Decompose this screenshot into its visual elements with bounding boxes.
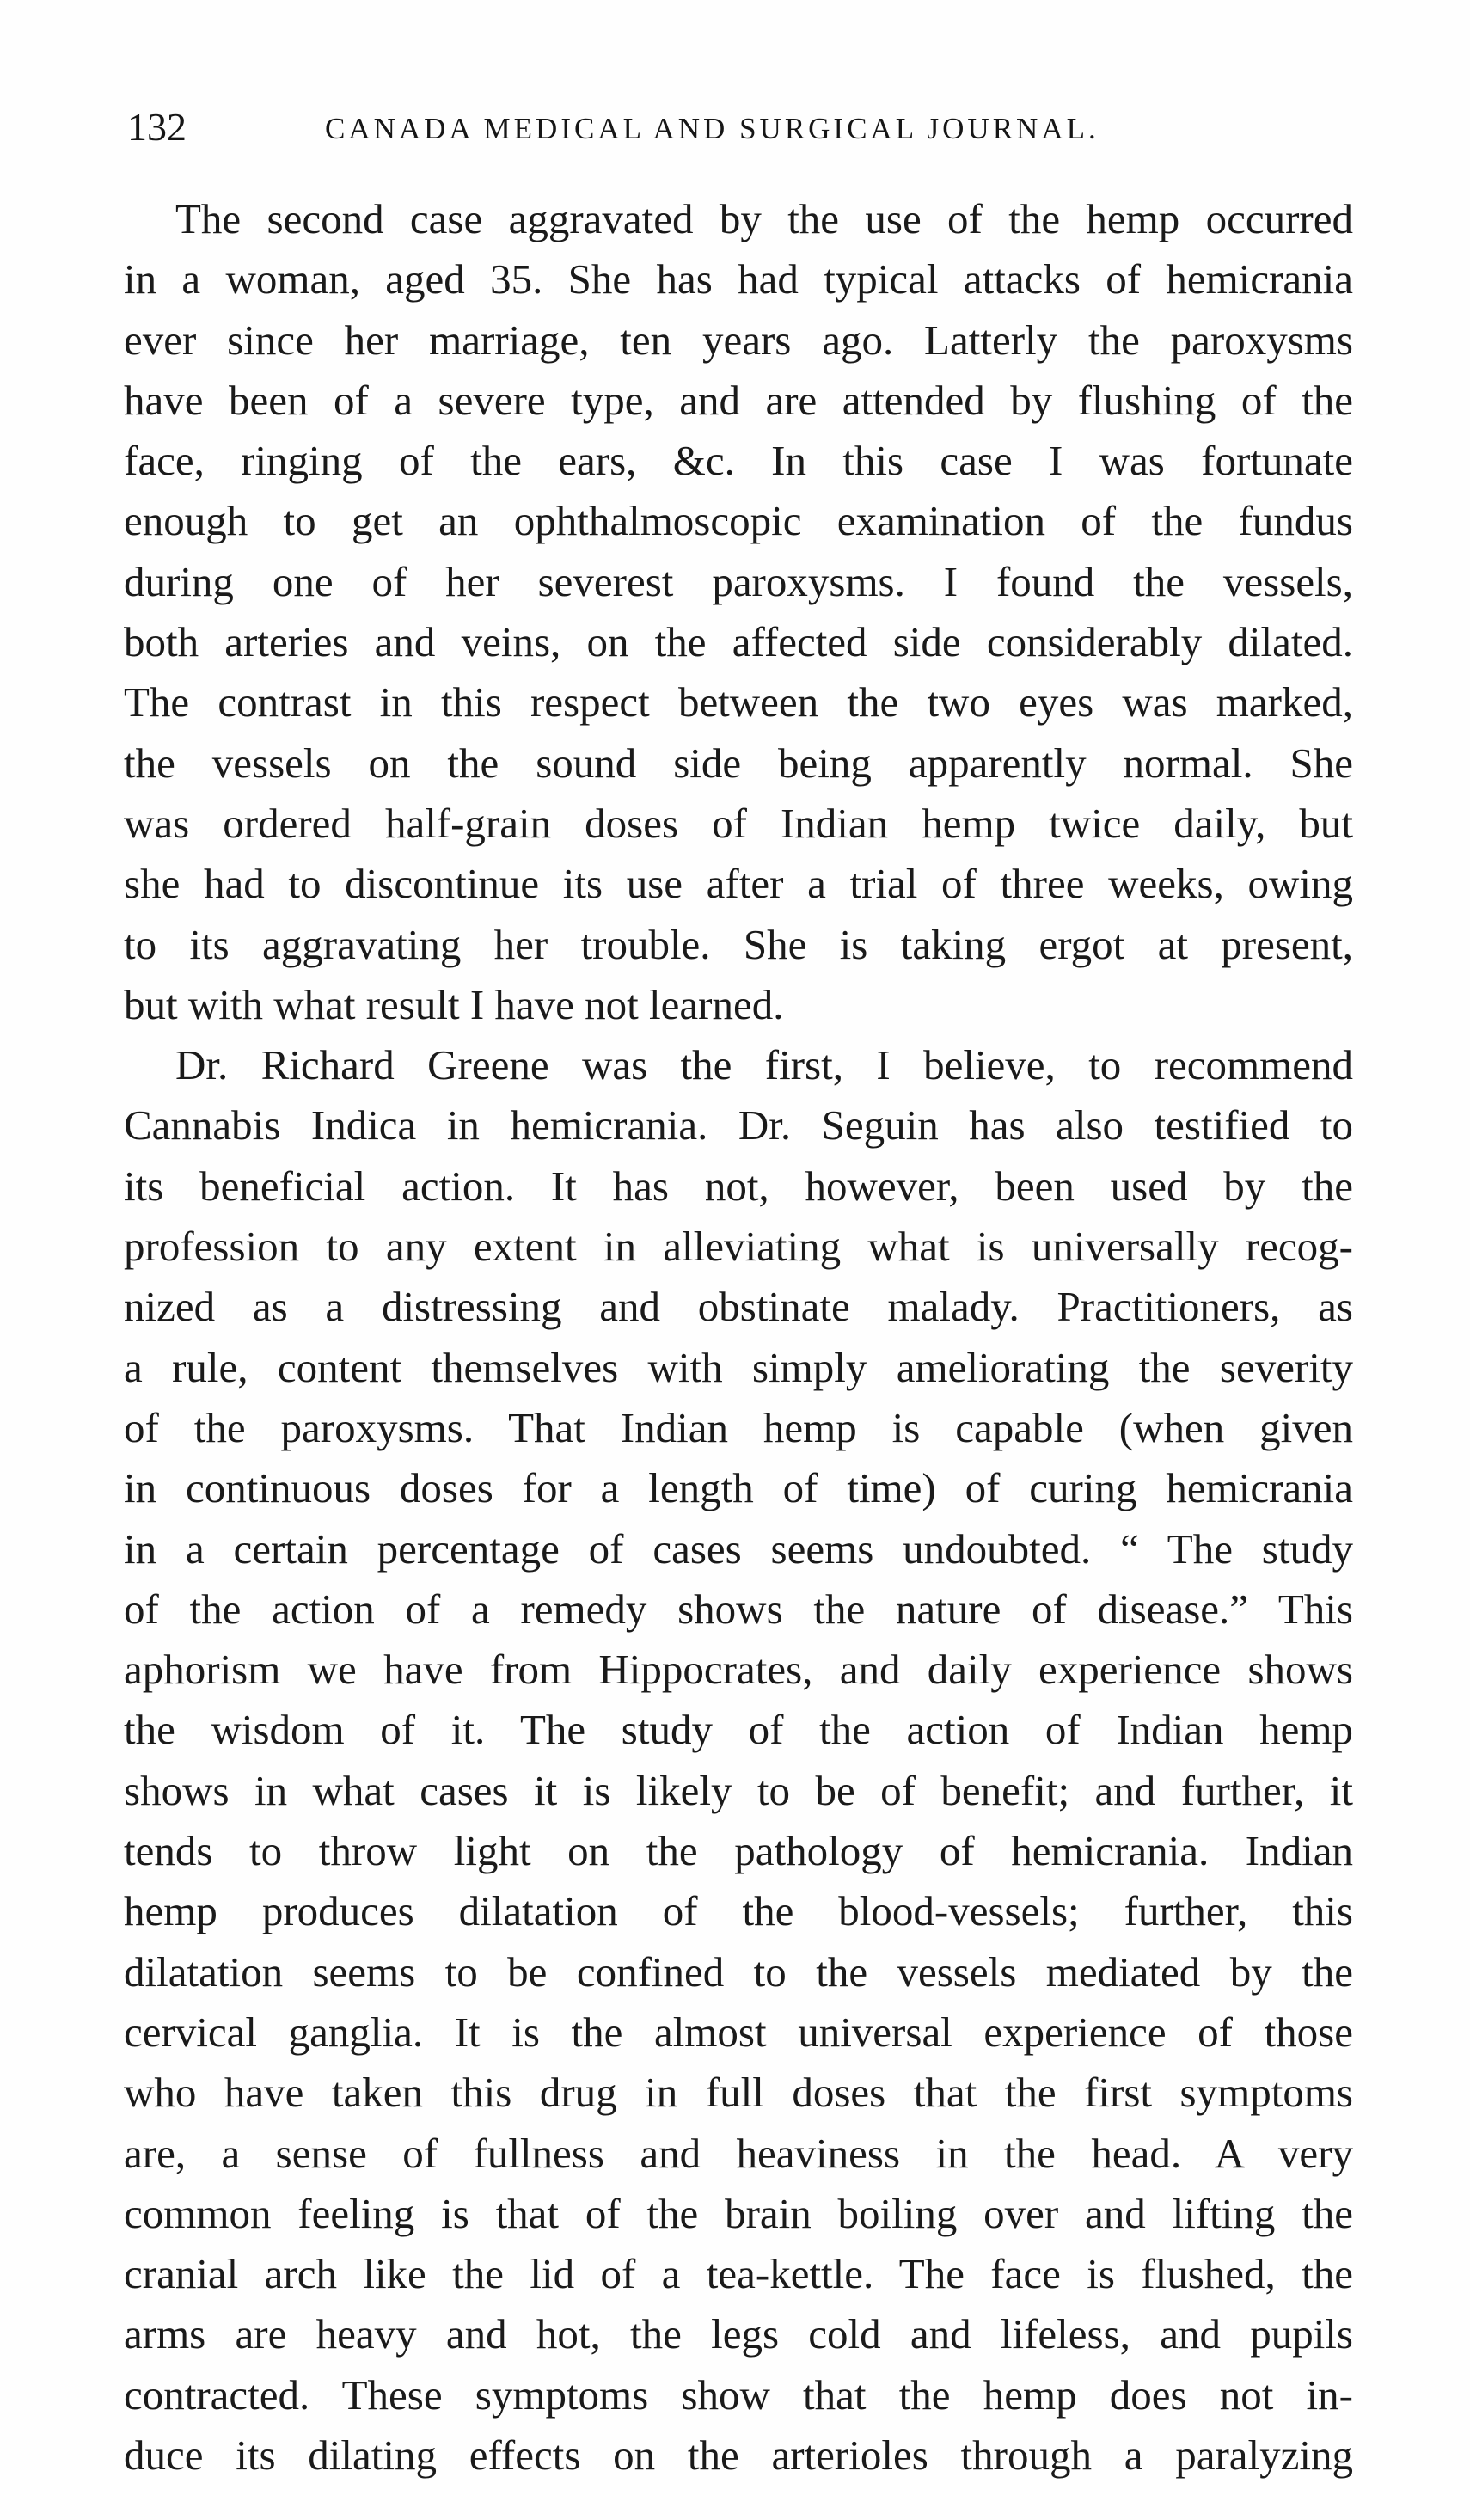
text-line: enough to get an ophthalmoscopic examination of the fundus <box>124 497 1353 545</box>
text-line: The contrast in this respect between the two eyes was marked, <box>124 678 1353 727</box>
text-line: hemp produces dilatation of the blood-vessels; further, this <box>124 1887 1353 1935</box>
text-line: the vessels on the sound side being apparently normal. She <box>124 739 1353 787</box>
text-line: of the paroxysms. That Indian hemp is capable (when given <box>124 1403 1353 1451</box>
text-line: in a woman, aged 35. She has had typical attacks of hemicrania <box>124 255 1353 304</box>
text-line: nized as a distressing and obstinate malady. Practitioners, as <box>124 1283 1353 1331</box>
text-line: common feeling is that of the brain boiling over and lifting the <box>124 2189 1353 2237</box>
text-line: Cannabis Indica in hemicrania. Dr. Seguin has also testified to <box>124 1101 1353 1150</box>
text-line: its beneficial action. It has not, however, been used by the <box>124 1162 1353 1210</box>
text-line: she had to discontinue its use after a trial of three weeks, owing <box>124 860 1353 908</box>
text-line: tends to throw light on the pathology of hemicrania. Indian <box>124 1827 1353 1875</box>
text-line: who have taken this drug in full doses that the first symptoms <box>124 2069 1353 2117</box>
paragraph-1 <box>124 189 1353 1035</box>
text-line: Dr. Richard Greene was the first, I believe, to recommend <box>175 1041 1353 1089</box>
text-line: in continuous doses for a length of time) of curing hemicrania <box>124 1464 1353 1512</box>
running-head <box>127 101 1348 153</box>
text-line: duce its dilating effects on the arterioles through a paralyzing <box>124 2431 1353 2479</box>
text-line: dilatation seems to be confined to the vessels mediated by the <box>124 1947 1353 1996</box>
text-line: ever since her marriage, ten years ago. Latterly the paroxysms <box>124 316 1353 364</box>
text-line: during one of her severest paroxysms. I found the vessels, <box>124 557 1353 605</box>
text-line: face, ringing of the ears, &c. In this case I was fortunate <box>124 437 1353 485</box>
page-number: 132 <box>127 105 187 149</box>
text-line: both arteries and veins, on the affected side considerably dilated. <box>124 618 1353 666</box>
journal-title: CANADA MEDICAL AND SURGICAL JOURNAL. <box>325 112 1099 145</box>
text-line: are, a sense of fullness and heaviness in the head. A very <box>124 2129 1353 2177</box>
text-line: arms are heavy and hot, the legs cold and lifeless, and pupils <box>124 2310 1353 2358</box>
text-line: cranial arch like the lid of a tea-kettle. The face is flushed, the <box>124 2250 1353 2298</box>
text-line: a rule, content themselves with simply ameliorating the severity <box>124 1343 1353 1391</box>
text-line: aphorism we have from Hippocrates, and daily experience shows <box>124 1646 1353 1694</box>
paragraph-2 <box>124 1035 1353 2486</box>
text-line: The second case aggravated by the use of the hemp occurred <box>175 195 1353 242</box>
text-line: to its aggravating her trouble. She is taking ergot at present, <box>124 920 1353 968</box>
text-line: but with what result I have not learned. <box>124 980 784 1028</box>
text-line: profession to any extent in alleviating what is universally recog- <box>124 1223 1353 1271</box>
text-line: was ordered half-grain doses of Indian hemp twice daily, but <box>124 799 1353 847</box>
text-line: shows in what cases it is likely to be of benefit; and further, it <box>124 1766 1353 1814</box>
text-line: contracted. These symptoms show that the hemp does not in- <box>124 2370 1353 2419</box>
text-line: cervical ganglia. It is the almost universal experience of those <box>124 2008 1353 2056</box>
text-line: the wisdom of it. The study of the action of Indian hemp <box>124 1706 1353 1754</box>
text-line: of the action of a remedy shows the nature of disease.” This <box>124 1585 1353 1633</box>
body-text <box>124 189 1353 2486</box>
text-line: have been of a severe type, and are attended by flushing of the <box>124 376 1353 424</box>
text-line: in a certain percentage of cases seems undoubted. “ The study <box>124 1524 1353 1573</box>
